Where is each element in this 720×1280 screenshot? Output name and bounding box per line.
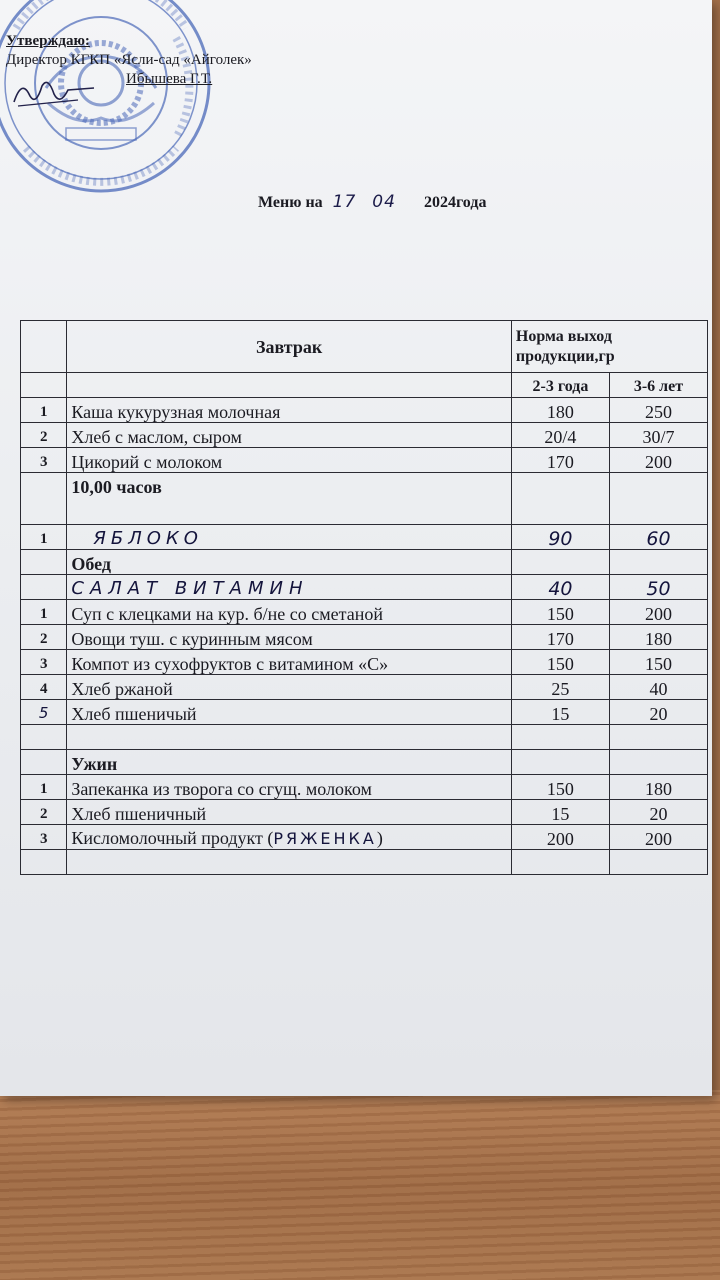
approval-position: Директор КГКП «Ясли-сад «Айголек» xyxy=(6,52,252,68)
table-row: 1 Суп с клецками на кур. б/не со сметаной 150 200 xyxy=(21,600,708,625)
table-row: 3 Компот из сухофруктов с витамином «С» 150 150 xyxy=(21,650,708,675)
table-row: 2 Хлеб пшеничный 15 20 xyxy=(21,800,708,825)
dinner-title: Ужин xyxy=(67,750,512,775)
heading-prefix: Меню на xyxy=(258,194,323,211)
table-row: 4 Хлеб ржаной 25 40 xyxy=(21,675,708,700)
table-row: 1 ЯБЛОКО 90 60 xyxy=(21,525,708,550)
header-meal: Завтрак xyxy=(67,321,512,373)
snack-title: 10,00 часов xyxy=(67,473,512,525)
approval-name: Ибышева Г.Т. xyxy=(126,71,213,87)
menu-heading xyxy=(258,192,486,212)
table-row: САЛАТ ВИТАМИН 40 50 xyxy=(21,575,708,600)
heading-month: 04 xyxy=(372,192,396,212)
menu-table xyxy=(20,320,708,875)
dinner-handwritten-product: РЯЖЕНКА xyxy=(273,829,377,848)
header-norm: Норма выход продукции,гр xyxy=(511,321,707,373)
table-row: 2 Хлеб с маслом, сыром 20/4 30/7 xyxy=(21,423,708,448)
lunch-title: Обед xyxy=(67,550,512,575)
heading-year: 2024 xyxy=(423,194,456,211)
age-col-2: 3-6 лет xyxy=(609,373,707,398)
age-col-1: 2-3 года xyxy=(511,373,609,398)
heading-suffix: года xyxy=(455,194,487,211)
table-row: 1 Запеканка из творога со сгущ. молоком 150 180 xyxy=(21,775,708,800)
table-row: 5 Хлеб пшеничый 15 20 xyxy=(21,700,708,725)
signature xyxy=(8,72,98,112)
wooden-desk xyxy=(0,1090,720,1280)
table-row: 2 Овощи туш. с куринным мясом 170 180 xyxy=(21,625,708,650)
lunch-salad: САЛАТ ВИТАМИН xyxy=(71,578,309,599)
approval-title: Утверждаю: xyxy=(6,33,90,49)
snack-item: ЯБЛОКО xyxy=(93,528,203,549)
heading-day: 17 xyxy=(332,192,357,212)
table-row: 3 Цикорий с молоком 170 200 xyxy=(21,448,708,473)
table-row: 1 Каша кукурузная молочная 180 250 xyxy=(21,398,708,423)
table-row: 3 Кисломолочный продукт (РЯЖЕНКА) 200 200 xyxy=(21,825,708,850)
